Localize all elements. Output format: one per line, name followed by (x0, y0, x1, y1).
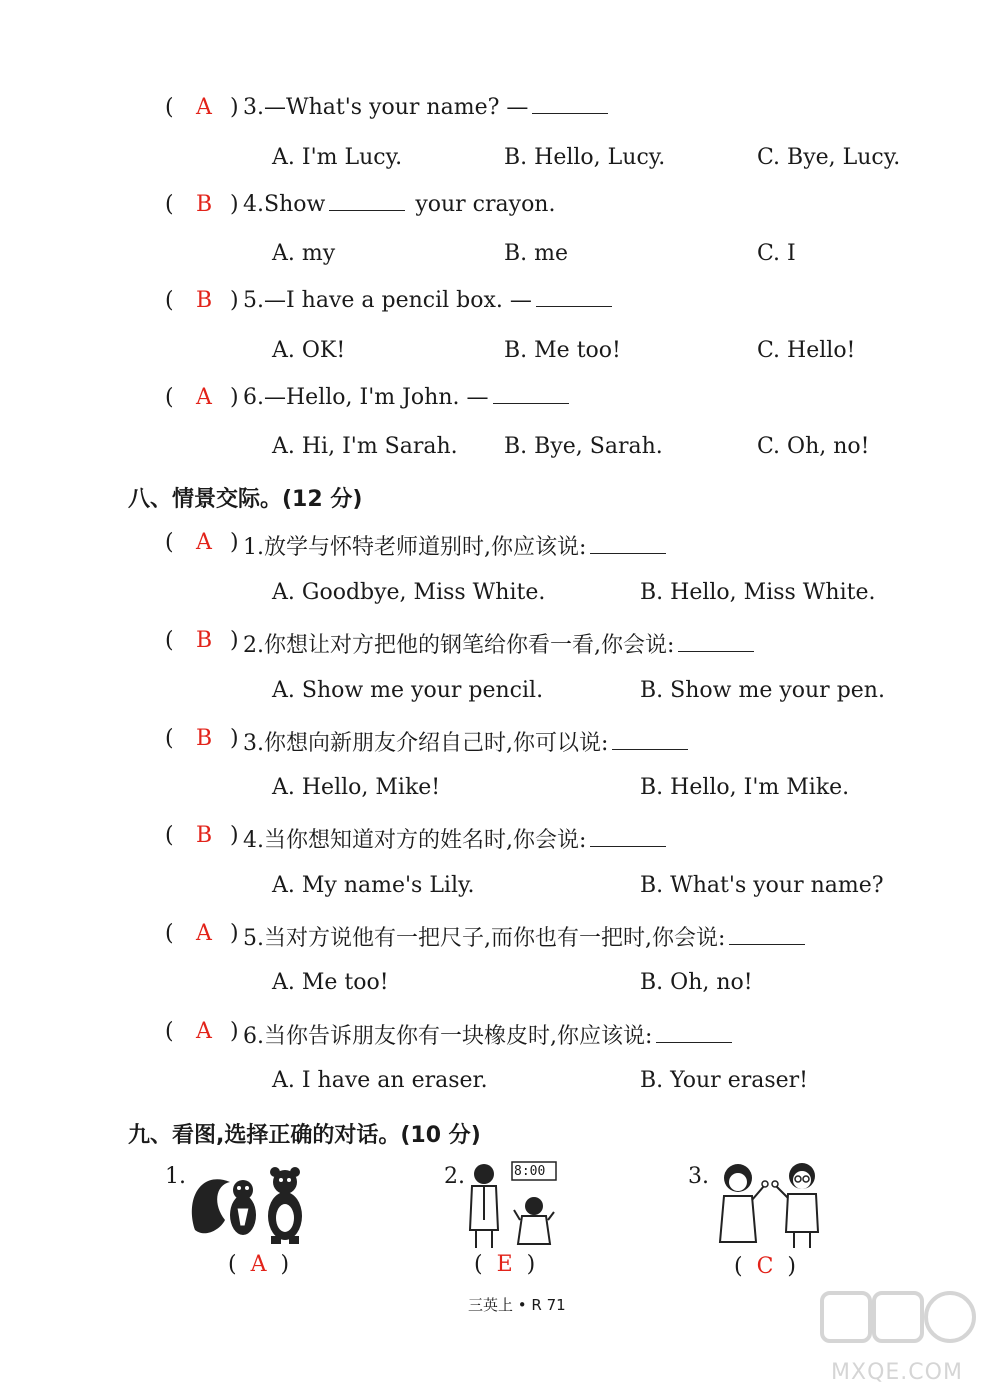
option-b: B. Your eraser! (640, 1068, 809, 1093)
close-paren: ) (230, 628, 239, 653)
option-a: A. Goodbye, Miss White. (272, 580, 546, 605)
option-c: C. Oh, no! (757, 434, 870, 459)
option-b: B. Hello, Lucy. (504, 145, 666, 170)
close-paren: ) (230, 192, 239, 217)
page-footer: 三英上 • R 71 (468, 1296, 566, 1314)
answer-blank (329, 209, 405, 211)
option-b: B. Show me your pen. (640, 678, 885, 703)
option-b: B. Hello, Miss White. (640, 580, 876, 605)
option-a: A. Show me your pencil. (272, 678, 544, 703)
option-a: A. Me too! (272, 970, 389, 995)
question-row (0, 628, 1000, 658)
open-paren: ( (165, 95, 174, 120)
close-paren: ) (230, 726, 239, 751)
answer-blank (612, 748, 688, 750)
open-paren: ( (165, 385, 174, 410)
open-paren: ( (165, 1019, 174, 1044)
picture-answer: ( A ) (228, 1252, 290, 1277)
question-text: 3.你想向新朋友介绍自己时,你可以说: (243, 726, 688, 757)
option-c: C. Hello! (757, 338, 856, 363)
question-text: 1.放学与怀特老师道别时,你应该说: (243, 530, 666, 561)
question-row (0, 288, 1000, 318)
question-row (0, 385, 1000, 415)
option-c: C. Bye, Lucy. (757, 145, 901, 170)
question-row (0, 192, 1000, 222)
question-text: 2.你想让对方把他的钢笔给你看一看,你会说: (243, 628, 754, 659)
option-b: B. me (504, 241, 569, 266)
option-a: A. I'm Lucy. (272, 145, 403, 170)
picture-answer: ( C ) (734, 1254, 796, 1279)
option-a: A. Hi, I'm Sarah. (272, 434, 458, 459)
open-paren: ( (165, 628, 174, 653)
squirrel-and-bear-icon (185, 1160, 315, 1246)
question-row (0, 921, 1000, 951)
option-a: A. Hello, Mike! (272, 775, 441, 800)
close-paren: ) (230, 823, 239, 848)
answer-blank (678, 650, 754, 652)
question-text: 5.—I have a pencil box. — (243, 288, 612, 313)
question-row (0, 726, 1000, 756)
picture-number: 1. (165, 1164, 186, 1189)
answer-blank (493, 402, 569, 404)
option-b: B. Me too! (504, 338, 621, 363)
option-b: B. Hello, I'm Mike. (640, 775, 850, 800)
answer-mark: A (196, 921, 212, 946)
close-paren: ) (230, 288, 239, 313)
option-a: A. I have an eraser. (272, 1068, 488, 1093)
picture-answer: ( E ) (474, 1252, 536, 1277)
question-row (0, 530, 1000, 560)
close-paren: ) (230, 385, 239, 410)
option-b: B. Bye, Sarah. (504, 434, 663, 459)
open-paren: ( (165, 288, 174, 313)
answer-mark: A (196, 385, 212, 410)
watermark-logo-icon (812, 1285, 982, 1357)
question-text: 4.当你想知道对方的姓名时,你会说: (243, 823, 666, 854)
question-row (0, 1019, 1000, 1049)
answer-mark: A (196, 1019, 212, 1044)
section-title: 八、情景交际。(12 分) (128, 487, 363, 512)
question-text: 4.Show your crayon. (243, 192, 556, 217)
option-b: B. Oh, no! (640, 970, 753, 995)
question-row (0, 95, 1000, 125)
answer-mark: B (196, 288, 213, 313)
question-row (0, 823, 1000, 853)
answer-blank (532, 112, 608, 114)
answer-blank (536, 305, 612, 307)
question-text: 6.—Hello, I'm John. — (243, 385, 569, 410)
answer-mark: B (196, 628, 213, 653)
answer-mark: A (196, 530, 212, 555)
question-text: 5.当对方说他有一把尺子,而你也有一把时,你会说: (243, 921, 805, 952)
open-paren: ( (165, 823, 174, 848)
clock-time: 8:00 (514, 1164, 546, 1179)
option-a: A. OK! (272, 338, 346, 363)
answer-mark: B (196, 726, 213, 751)
option-b: B. What's your name? (640, 873, 884, 898)
close-paren: ) (230, 95, 239, 120)
open-paren: ( (165, 530, 174, 555)
open-paren: ( (165, 192, 174, 217)
answer-mark: B (196, 823, 213, 848)
option-a: A. My name's Lily. (272, 873, 475, 898)
answer-mark: A (196, 95, 212, 120)
open-paren: ( (165, 921, 174, 946)
picture-number: 2. (444, 1164, 465, 1189)
option-c: C. I (757, 241, 796, 266)
teacher-and-girl-clock-icon (462, 1160, 562, 1250)
answer-mark: B (196, 192, 213, 217)
close-paren: ) (230, 530, 239, 555)
option-a: A. my (272, 241, 336, 266)
close-paren: ) (230, 921, 239, 946)
two-children-waving-icon (706, 1160, 836, 1250)
watermark-text: MXQE.COM (831, 1360, 963, 1385)
open-paren: ( (165, 726, 174, 751)
answer-blank (656, 1041, 732, 1043)
close-paren: ) (230, 1019, 239, 1044)
watermark (812, 1285, 982, 1385)
answer-blank (590, 845, 666, 847)
picture-number: 3. (688, 1164, 709, 1189)
question-text: 3.—What's your name? — (243, 95, 608, 120)
section-title: 九、看图,选择正确的对话。(10 分) (128, 1123, 481, 1148)
answer-blank (729, 943, 805, 945)
question-text: 6.当你告诉朋友你有一块橡皮时,你应该说: (243, 1019, 732, 1050)
answer-blank (590, 552, 666, 554)
